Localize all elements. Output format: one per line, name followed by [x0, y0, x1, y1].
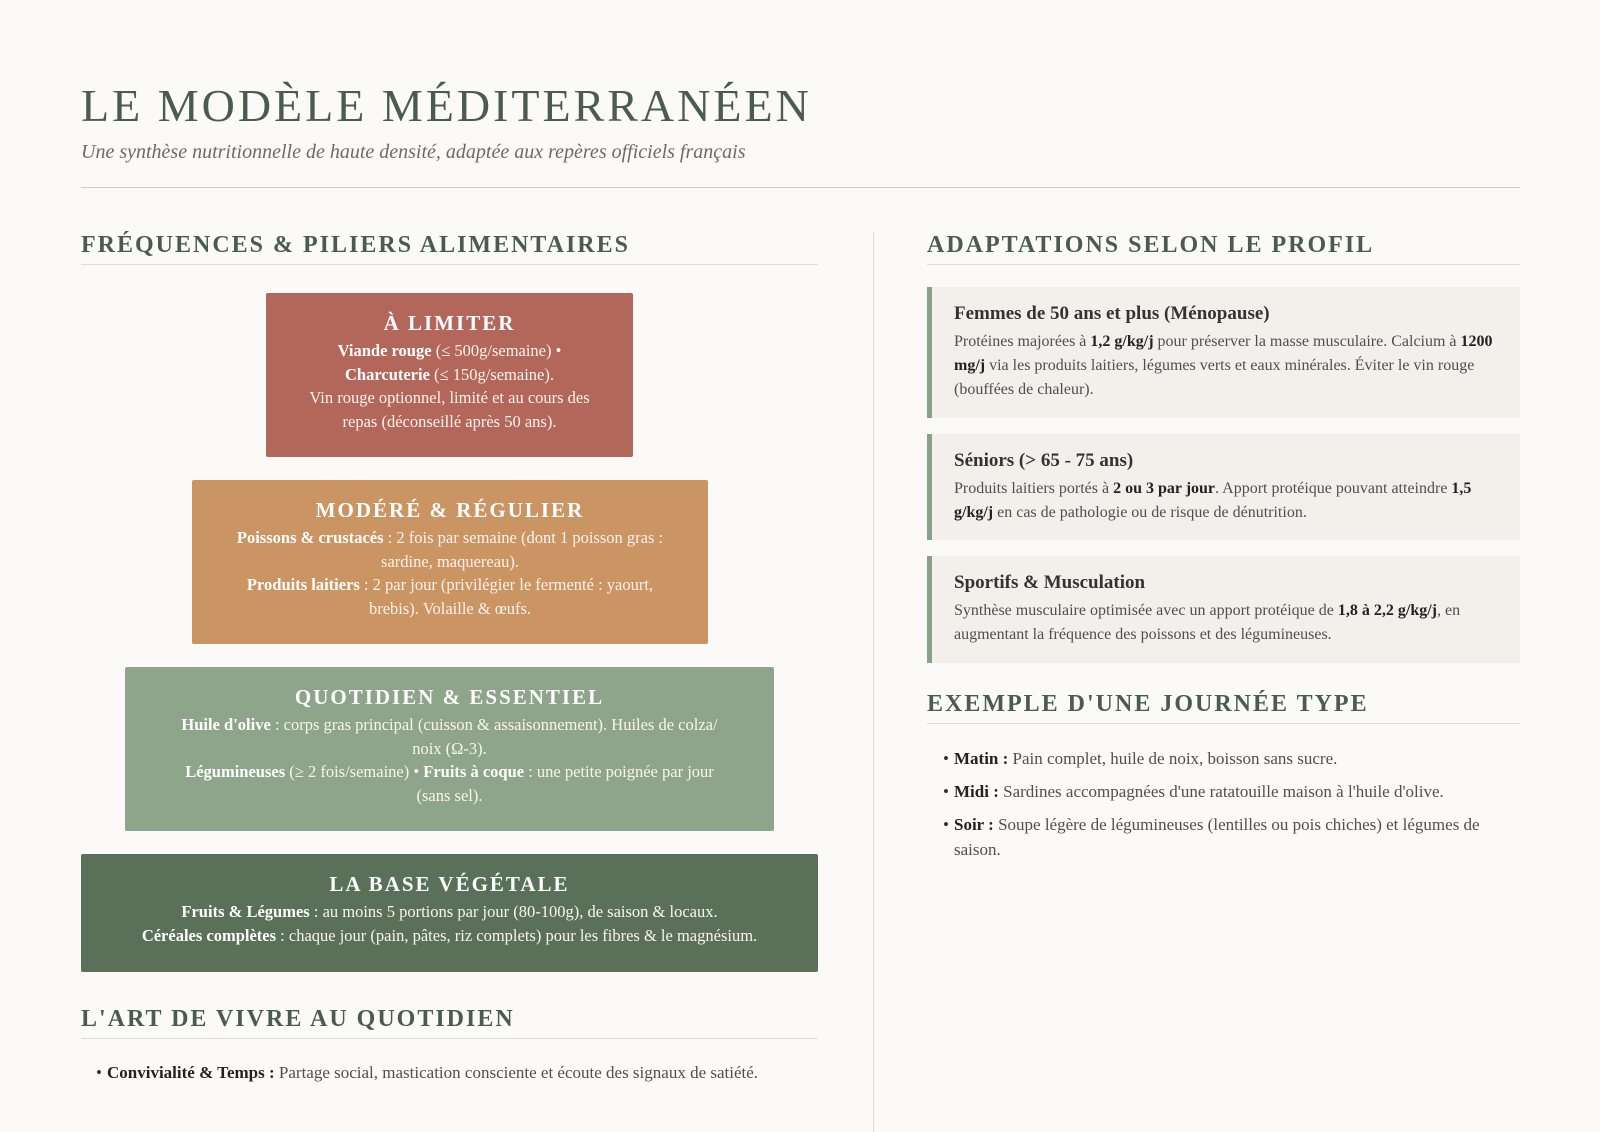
- profiles-section-title: ADAPTATIONS SELON LE PROFIL: [927, 232, 1375, 258]
- page-title: LE MODÈLE MÉDITERRANÉEN: [81, 80, 812, 131]
- tier-title: QUOTIDIEN & ESSENTIEL: [294, 685, 605, 709]
- tier-line: (sans sel).: [416, 785, 483, 805]
- emphasis-text: Poissons & crustacés: [236, 528, 384, 547]
- tier-line: Fruits & Légumes : au moins 5 portions par jour (80-100g), de saison & locaux.: [181, 902, 718, 921]
- profile-card-seniors: [927, 434, 1520, 540]
- list-item: • Soir : Soupe légère de légumineuses (lentilles ou pois chiches) et légumes de saison.: [943, 812, 1520, 862]
- title-divider: [81, 187, 1520, 188]
- emphasis-text: 2 ou 3 par jour: [1113, 480, 1216, 497]
- emphasis-text: Matin :: [954, 749, 1009, 768]
- card-title: Sportifs & Musculation: [954, 572, 1146, 593]
- emphasis-text: 1,5 g/kg/j: [954, 480, 1472, 521]
- list-item: • Midi : Sardines accompagnées d'une ratatouille maison à l'huile d'olive.: [943, 779, 1520, 804]
- tier-line: Céréales complètes : chaque jour (pain, pâtes, riz complets) pour les fibres & le magnésium.: [141, 925, 758, 945]
- pyramid-tier-daily: [125, 667, 774, 831]
- emphasis-text: Midi :: [954, 782, 999, 801]
- tier-line: repas (déconseillé après 50 ans).: [342, 411, 557, 431]
- day-example-section-title: EXEMPLE D'UNE JOURNÉE TYPE: [927, 691, 1369, 717]
- tier-line: brebis). Volaille & œufs.: [368, 598, 532, 618]
- tier-text: [286, 339, 613, 433]
- emphasis-text: Huile d'olive: [181, 715, 271, 734]
- tier-text: [145, 713, 754, 807]
- tier-line: Viande rouge (≤ 500g/semaine) •: [337, 341, 562, 360]
- section-divider: [81, 264, 818, 265]
- card-title: Femmes de 50 ans et plus (Ménopause): [954, 303, 1270, 324]
- tier-line: Huile d'olive : corps gras principal (cuisson & assaisonnement). Huiles de colza/: [181, 715, 718, 734]
- tier-line: Poissons & crustacés : 2 fois par semaine (dont 1 poisson gras :: [236, 528, 664, 547]
- tier-text: [212, 526, 688, 620]
- tier-title: À LIMITER: [383, 311, 516, 335]
- card-text: Produits laitiers portés à 2 ou 3 par jour. Apport protéique pouvant atteindre 1,5 g/kg/j en cas de pathologie ou de risque de dénutrition.: [954, 480, 1472, 521]
- page: [81, 0, 1520, 1132]
- pyramid-section-title: FRÉQUENCES & PILIERS ALIMENTAIRES: [81, 232, 630, 258]
- tier-title: MODÉRÉ & RÉGULIER: [315, 498, 585, 522]
- pyramid-tier-limit: [266, 293, 633, 457]
- emphasis-text: 1,2 g/kg/j: [1090, 333, 1154, 350]
- tier-text: [101, 900, 798, 947]
- tier-line: noix (Ω-3).: [412, 738, 487, 758]
- emphasis-text: Convivialité & Temps :: [107, 1063, 275, 1082]
- emphasis-text: Légumineuses: [185, 762, 286, 781]
- tier-title: LA BASE VÉGÉTALE: [329, 872, 570, 896]
- section-divider: [927, 723, 1520, 724]
- profile-card-menopause: [927, 287, 1520, 418]
- emphasis-text: Viande rouge: [337, 341, 432, 360]
- emphasis-text: Soir :: [954, 815, 994, 834]
- card-title: Séniors (> 65 - 75 ans): [954, 450, 1134, 471]
- emphasis-text: Produits laitiers: [246, 575, 360, 594]
- tier-line: sardine, maquereau).: [381, 551, 519, 571]
- section-divider: [927, 264, 1520, 265]
- emphasis-text: Fruits à coque: [423, 762, 525, 781]
- card-text: Synthèse musculaire optimisée avec un apport protéique de 1,8 à 2,2 g/kg/j, en augmentant la fréquence des poissons et des légumineuses.: [954, 602, 1461, 643]
- tier-line: Produits laitiers : 2 par jour (privilégier le fermenté : yaourt,: [246, 575, 654, 594]
- pyramid-tier-base: [81, 854, 818, 972]
- pyramid-tier-moderate: [192, 480, 708, 644]
- lifestyle-list: [96, 1060, 816, 1093]
- emphasis-text: 1200 mg/j: [954, 333, 1493, 374]
- list-item: • Matin : Pain complet, huile de noix, boisson sans sucre.: [943, 746, 1520, 771]
- emphasis-text: Céréales complètes: [141, 925, 277, 945]
- section-divider: [81, 1038, 818, 1039]
- day-example-list: [943, 746, 1520, 870]
- card-text: Protéines majorées à 1,2 g/kg/j pour préserver la masse musculaire. Calcium à 1200 mg/j via les produits laitiers, légumes verts et eaux minérales. Éviter le vin rouge (bouffées de chaleur).: [954, 333, 1493, 398]
- page-subtitle: Une synthèse nutritionnelle de haute densité, adaptée aux repères officiels français: [81, 141, 746, 163]
- tier-line: Charcuterie (≤ 150g/semaine).: [345, 364, 554, 384]
- profile-card-sports: [927, 556, 1520, 663]
- emphasis-text: Fruits & Légumes: [181, 902, 310, 921]
- emphasis-text: Charcuterie: [345, 364, 430, 384]
- column-divider: [873, 232, 874, 1132]
- lifestyle-section-title: L'ART DE VIVRE AU QUOTIDIEN: [81, 1006, 515, 1032]
- tier-line: Légumineuses (≥ 2 fois/semaine) • Fruits à coque : une petite poignée par jour: [185, 762, 714, 781]
- list-item: • Convivialité & Temps : Partage social, mastication consciente et écoute des signaux de satiété.: [96, 1060, 816, 1085]
- tier-line: Vin rouge optionnel, limité et au cours des: [309, 388, 590, 407]
- emphasis-text: 1,8 à 2,2 g/kg/j: [1337, 602, 1438, 619]
